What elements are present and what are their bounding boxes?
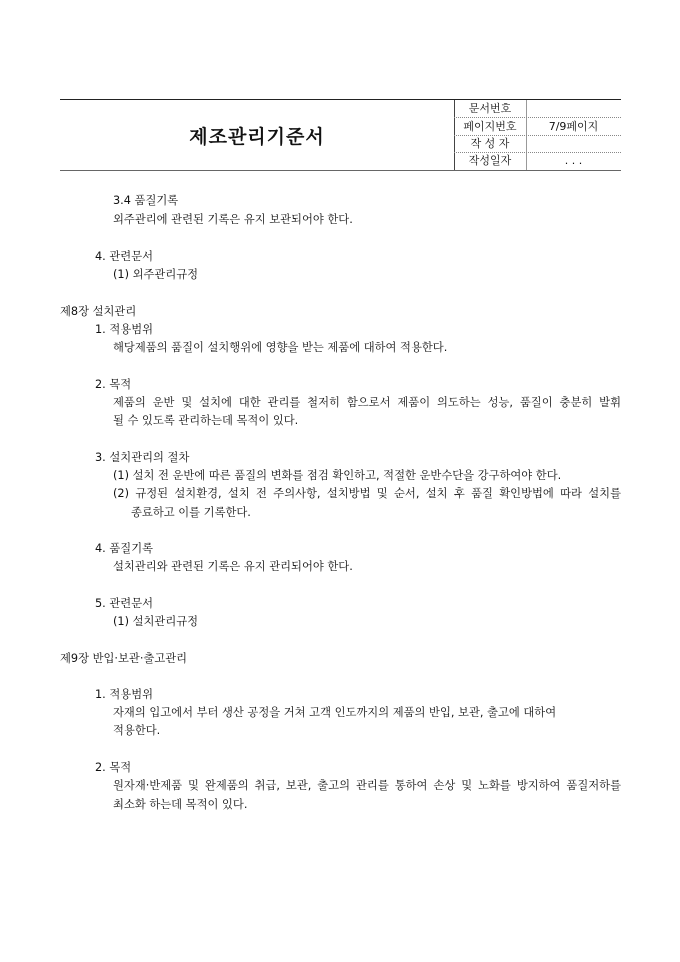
- header-row-date: [454, 152, 621, 169]
- paragraph: 될 수 있도록 관리하는데 목적이 있다.: [113, 414, 299, 427]
- list-item: (1) 설치관리규정: [113, 615, 199, 628]
- header-row-doc-number: [454, 100, 621, 118]
- header-row-author: [454, 135, 621, 153]
- header-value: . . .: [564, 154, 583, 167]
- paragraph: 제품의 운반 및 설치에 대한 관리를 철저히 함으로서 제품이 의도하는 성능, 품질이 충분히 발휘: [113, 396, 621, 409]
- section-heading: 2. 목적: [95, 378, 132, 391]
- section-heading: 3.4 품질기록: [113, 194, 179, 207]
- list-item: (1) 설치 전 운반에 따른 품질의 변화를 점검 확인하고, 적절한 운반수단을 강구하여야 한다.: [113, 469, 562, 482]
- list-item: 종료하고 이를 기록한다.: [131, 506, 251, 519]
- list-item: (2) 규정된 설치환경, 설치 전 주의사항, 설치방법 및 순서, 설치 후 품질 확인방법에 따라 설치를: [113, 487, 621, 500]
- header-value: [526, 100, 621, 117]
- chapter-title: 제8장 설치관리: [60, 305, 137, 318]
- section-heading: 4. 품질기록: [95, 542, 154, 555]
- paragraph: 해당제품의 품질이 설치행위에 영향을 받는 제품에 대하여 적용한다.: [113, 341, 448, 354]
- header-label: 페이지번호: [463, 120, 517, 133]
- paragraph: 원자재·반제품 및 완제품의 취급, 보관, 출고의 관리를 통하여 손상 및 노화를 방지하여 품질저하를: [113, 779, 621, 792]
- paragraph: 적용한다.: [113, 724, 161, 737]
- section-heading: 2. 목적: [95, 761, 132, 774]
- section-heading: 5. 관련문서: [95, 597, 154, 610]
- header-value: 7/9페이지: [548, 120, 599, 133]
- header-label: 문서번호: [468, 102, 512, 115]
- header-row-page-number: [454, 118, 621, 136]
- paragraph: 외주관리에 관련된 기록은 유지 보관되어야 한다.: [113, 213, 353, 226]
- paragraph: 설치관리와 관련된 기록은 유지 관리되어야 한다.: [113, 560, 353, 573]
- header-bottom-rule: [60, 170, 621, 171]
- document-title: 제조관리기준서: [189, 125, 325, 148]
- header-label: 작 성 자: [470, 137, 510, 150]
- section-heading: 1. 적용범위: [95, 688, 154, 701]
- header-value: [526, 135, 621, 152]
- paragraph: 자재의 입고에서 부터 생산 공정을 거쳐 고객 인도까지의 제품의 반입, 보관, 출고에 대하여: [113, 706, 557, 719]
- chapter-title: 제9장 반입·보관·출고관리: [60, 652, 188, 665]
- section-heading: 4. 관련문서: [95, 250, 154, 263]
- paragraph: 최소화 하는데 목적이 있다.: [113, 798, 248, 811]
- header-label: 작성일자: [468, 154, 512, 167]
- section-heading: 3. 설치관리의 절차: [95, 451, 190, 464]
- section-heading: 1. 적용범위: [95, 323, 154, 336]
- list-item: (1) 외주관리규정: [113, 268, 199, 281]
